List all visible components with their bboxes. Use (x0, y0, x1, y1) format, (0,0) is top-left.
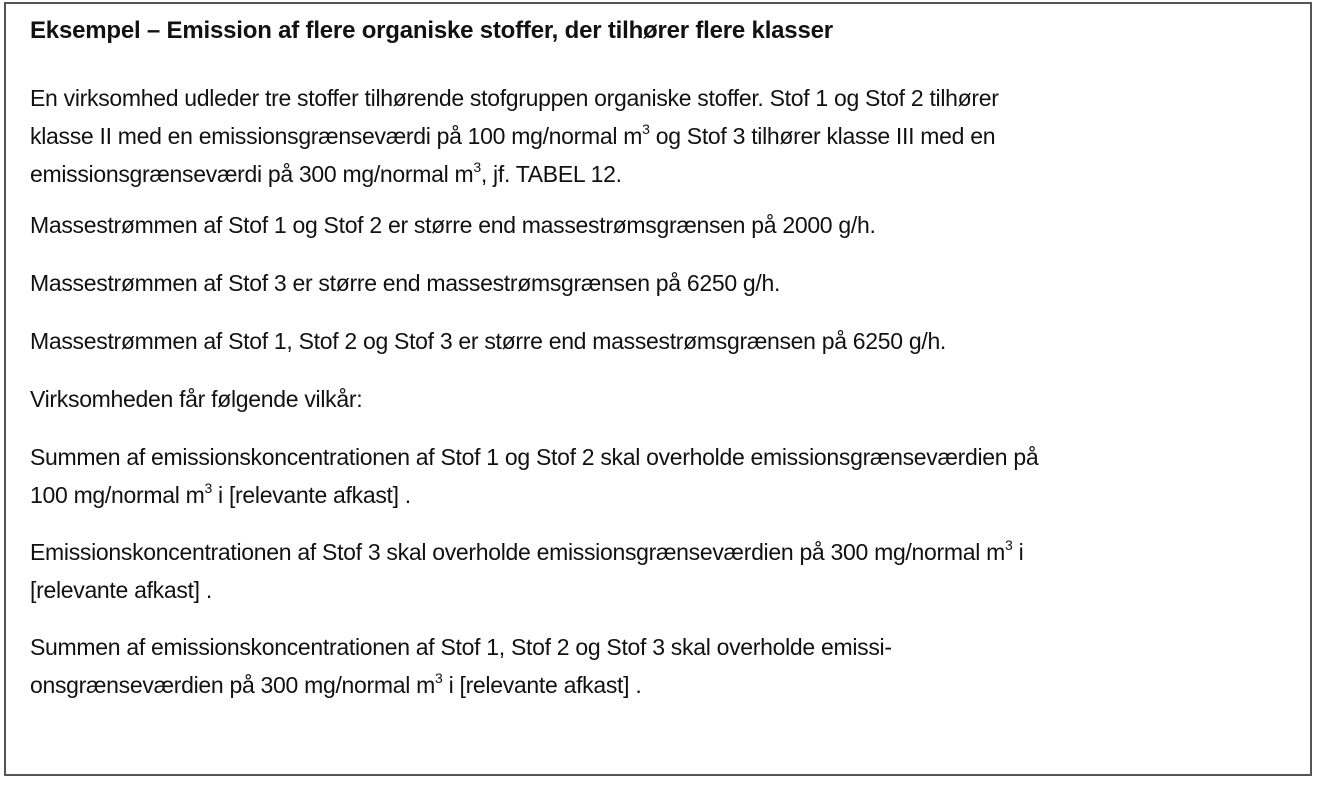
condition-1-line-2-text-b: i [relevante afkast] . (211, 482, 411, 508)
condition-2-line-1-text-a: Emissionskoncentrationen af Stof 3 skal overholde emissionsgrænseværdien på 300 mg/normal m (30, 539, 1005, 565)
condition-2-line-1 (30, 533, 1286, 571)
massflow-stof12-paragraph: Massestrømmen af Stof 1 og Stof 2 er større end massestrømsgrænsen på 2000 g/h. (30, 212, 876, 238)
intro-line-2-text-b: og Stof 3 tilhører klasse III med en (649, 123, 996, 149)
condition-3-paragraph (30, 628, 1286, 704)
condition-3-line-2-text-a: onsgrænseværdien på 300 mg/normal m (30, 672, 435, 698)
example-title: Eksempel – Emission af flere organiske stoffer, der tilhører flere klasser (30, 17, 833, 44)
intro-line-3 (30, 155, 1286, 193)
condition-1-line-2-text-a: 100 mg/normal m (30, 482, 205, 508)
condition-2-line-2: [relevante afkast] . (30, 577, 212, 603)
condition-2-line-1-text-b: i (1012, 539, 1024, 565)
superscript-3: 3 (1004, 537, 1013, 554)
massflow-stof3-paragraph: Massestrømmen af Stof 3 er større end massestrømsgrænsen på 6250 g/h. (30, 270, 781, 296)
superscript-3: 3 (642, 121, 650, 138)
superscript-3: 3 (434, 670, 443, 687)
condition-1-paragraph (30, 438, 1286, 514)
intro-line-3-text-a: emissionsgrænseværdi på 300 mg/normal m (30, 161, 474, 187)
condition-3-line-1: Summen af emissionskoncentrationen af Stof 1, Stof 2 og Stof 3 skal overholde emissi- (30, 634, 892, 660)
intro-paragraph (30, 79, 1286, 193)
intro-line-1: En virksomhed udleder tre stoffer tilhørende stofgruppen organiske stoffer. Stof 1 og Stof 2 tilhører (30, 85, 999, 111)
intro-line-2 (30, 117, 1286, 155)
condition-3-line-2-text-b: i [relevante afkast] . (442, 672, 642, 698)
conditions-intro-paragraph: Virksomheden får følgende vilkår: (30, 386, 363, 412)
condition-2-paragraph (30, 533, 1286, 609)
massflow-stof123-paragraph: Massestrømmen af Stof 1, Stof 2 og Stof 3 er større end massestrømsgrænsen på 6250 g/h. (30, 328, 947, 354)
condition-1-line-2 (30, 476, 1286, 514)
intro-line-2-text-a: klasse II med en emissionsgrænseværdi på 100 mg/normal m (30, 123, 643, 149)
example-box (4, 2, 1312, 776)
condition-3-line-2 (30, 666, 1286, 704)
intro-line-3-text-b: , jf. TABEL 12. (480, 161, 622, 187)
example-content (30, 16, 1286, 704)
superscript-3: 3 (473, 159, 481, 176)
condition-1-line-1: Summen af emissionskoncentrationen af Stof 1 og Stof 2 skal overholde emissionsgrænseværdien på (30, 444, 1039, 470)
superscript-3: 3 (204, 480, 212, 497)
